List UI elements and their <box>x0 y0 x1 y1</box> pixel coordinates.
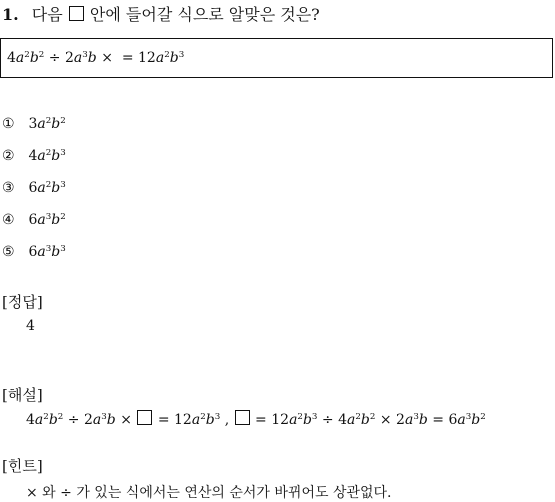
option-4[interactable] <box>2 212 66 228</box>
answer-label: [정답] <box>2 293 43 311</box>
blank-box-icon <box>235 410 250 425</box>
option-3[interactable] <box>2 180 66 196</box>
hint-text: × 와 ÷ 가 있는 식에서는 연산의 순서가 바뀌어도 상관없다. <box>26 485 392 501</box>
equation-expression: $4a^2b^2 \div 2a^3b$ × = $12a^2b^3$ <box>7 49 185 66</box>
blank-box-icon <box>69 6 84 21</box>
question-text-after: 안에 들어갈 식으로 알맞은 것은? <box>89 5 320 24</box>
option-2[interactable] <box>2 148 66 164</box>
question-number: 1. <box>2 5 19 24</box>
option-mark: ⑤ <box>2 244 15 260</box>
explanation-label: [해설] <box>2 386 43 404</box>
question-text-before: 다음 <box>31 5 63 24</box>
hint-label: [힌트] <box>2 457 43 475</box>
option-value: $3a^2b^2$ <box>28 115 66 132</box>
option-value: $4a^2b^3$ <box>28 147 66 164</box>
option-value: $6a^3b^3$ <box>28 243 66 260</box>
equation-box <box>0 38 553 78</box>
option-1[interactable] <box>2 116 66 132</box>
option-mark: ② <box>2 148 15 164</box>
blank-box-icon <box>137 410 152 425</box>
option-5[interactable] <box>2 244 66 260</box>
option-mark: ① <box>2 116 15 132</box>
option-value: $6a^2b^3$ <box>28 179 66 196</box>
question-line <box>2 2 320 25</box>
option-value: $6a^3b^2$ <box>28 211 66 228</box>
explanation-text: $4a^2b^2 \div 2a^3b$ × = $12a^2b^3$ , = $12a^2b^3 \div 4a^2b^2 \times 2a^3b = 6a^3b^2$ <box>26 411 486 428</box>
answer-value: 4 <box>26 318 35 334</box>
option-mark: ③ <box>2 180 15 196</box>
option-mark: ④ <box>2 212 15 228</box>
